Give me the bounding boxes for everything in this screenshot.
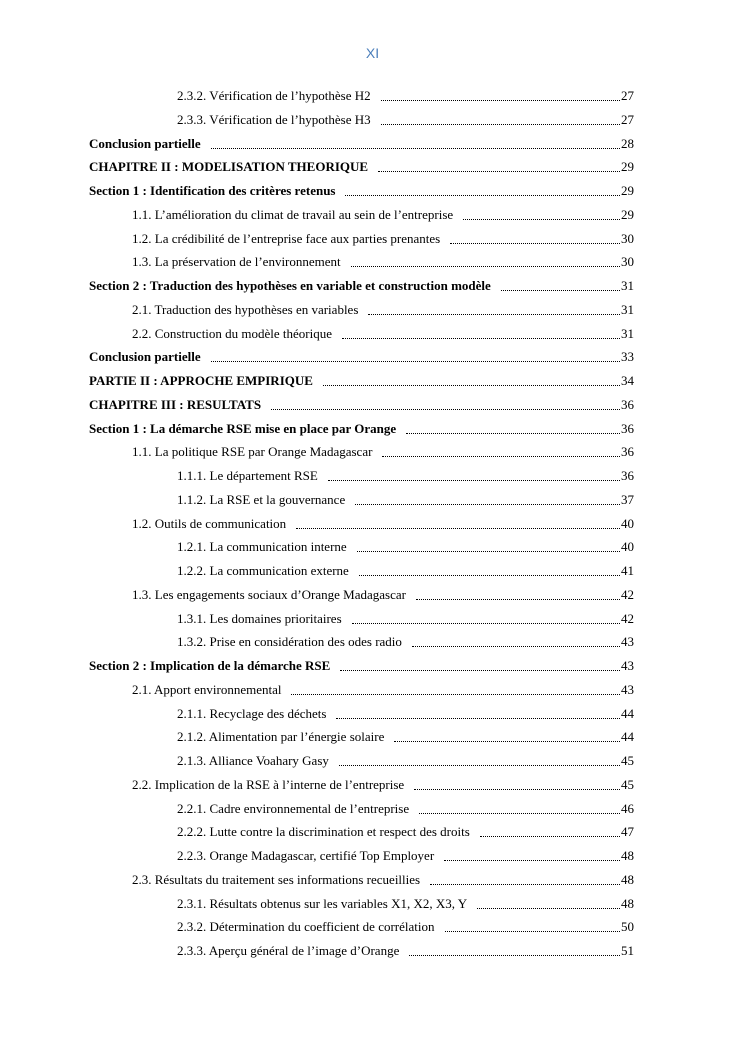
toc-entry-label: Section 1 : Identification des critères retenus xyxy=(89,183,336,198)
toc-dot-leader xyxy=(381,114,620,125)
toc-dot-leader xyxy=(342,328,620,339)
toc-entry-page: 33 xyxy=(621,349,634,365)
toc-entry-label: 2.3.3. Aperçu général de l’image d’Orange xyxy=(177,943,400,958)
toc-dot-leader xyxy=(382,446,620,457)
toc-entry-page: 50 xyxy=(621,919,634,935)
toc-entry-label: Conclusion partielle xyxy=(89,349,201,365)
toc-dot-leader xyxy=(480,826,620,837)
toc-entry[interactable] xyxy=(177,702,634,722)
toc-entry-label: Section 2 : Traduction des hypothèses en variable et construction modèle xyxy=(89,278,491,293)
toc-entry-page: 29 xyxy=(621,183,634,198)
toc-entry-page: 28 xyxy=(621,135,634,151)
toc-dot-leader xyxy=(291,684,620,695)
toc-entry-page: 48 xyxy=(621,871,634,887)
toc-entry[interactable] xyxy=(177,844,634,864)
toc-entry-page: 42 xyxy=(621,610,634,626)
toc-entry[interactable] xyxy=(177,488,634,508)
toc-entry-page: 47 xyxy=(621,824,634,840)
toc-entry-page: 45 xyxy=(621,753,634,768)
toc-dot-leader xyxy=(445,921,621,932)
toc-entry[interactable] xyxy=(89,393,634,413)
toc-entry[interactable] xyxy=(132,298,634,318)
toc-entry[interactable] xyxy=(177,464,634,484)
toc-entry-page: 48 xyxy=(621,848,634,863)
toc-entry-label: 2.2.1. Cadre environnemental de l’entreprise xyxy=(177,800,410,816)
toc-entry-page: 40 xyxy=(621,515,634,531)
toc-entry[interactable] xyxy=(177,725,634,745)
toc-dot-leader xyxy=(355,494,620,505)
toc-entry-page: 27 xyxy=(621,88,634,103)
toc-entry-label: 2.3.2. Détermination du coefficient de corrélation xyxy=(177,919,435,935)
toc-entry[interactable] xyxy=(132,773,634,793)
toc-entry[interactable] xyxy=(177,535,634,555)
toc-entry[interactable] xyxy=(132,512,634,532)
toc-dot-leader xyxy=(328,470,620,481)
toc-entry-label: 1.3.2. Prise en considération des odes radio xyxy=(177,634,402,650)
toc-entry-page: 31 xyxy=(621,325,634,341)
toc-dot-leader xyxy=(414,779,620,790)
toc-entry-page: 46 xyxy=(621,800,634,816)
toc-entry-page: 43 xyxy=(621,658,634,673)
toc-dot-leader xyxy=(406,423,620,434)
toc-entry-label: 2.2. Construction du modèle théorique xyxy=(132,325,333,341)
toc-entry-page: 36 xyxy=(621,468,634,483)
toc-dot-leader xyxy=(211,351,620,362)
toc-entry-page: 43 xyxy=(621,681,634,697)
toc-entry-page: 48 xyxy=(621,895,634,911)
toc-entry-page: 34 xyxy=(621,373,634,388)
toc-dot-leader xyxy=(477,898,620,909)
toc-entry-page: 36 xyxy=(621,396,634,412)
toc-entry-page: 27 xyxy=(621,111,634,127)
toc-entry-label: 2.1. Traduction des hypothèses en variables xyxy=(132,301,359,317)
toc-entry-page: 44 xyxy=(621,705,634,721)
toc-dot-leader xyxy=(409,945,620,956)
toc-entry-label: 1.2. Outils de communication xyxy=(132,515,287,531)
toc-entry-page: 45 xyxy=(621,776,634,792)
toc-entry[interactable] xyxy=(177,559,634,579)
toc-entry-label: 1.2.2. La communication externe xyxy=(177,563,349,578)
toc-entry-label: 1.3. La préservation de l’environnement xyxy=(132,254,341,270)
toc-entry[interactable] xyxy=(177,108,634,128)
toc-entry[interactable] xyxy=(132,868,634,888)
toc-dot-leader xyxy=(430,874,620,885)
toc-entry-page: 29 xyxy=(621,159,634,175)
toc-entry[interactable] xyxy=(132,678,634,698)
toc-dot-leader xyxy=(211,138,620,149)
toc-dot-leader xyxy=(339,755,620,766)
toc-dot-leader xyxy=(336,708,620,719)
toc-entry-page: 40 xyxy=(621,539,634,555)
toc-dot-leader xyxy=(416,589,620,600)
toc-entry-page: 30 xyxy=(621,230,634,246)
toc-entry[interactable] xyxy=(89,179,634,199)
toc-entry-page: 36 xyxy=(621,444,634,460)
toc-entry[interactable] xyxy=(89,274,634,294)
toc-entry[interactable] xyxy=(89,155,634,175)
toc-entry-label: 2.3. Résultats du traitement ses informations recueillies xyxy=(132,871,421,887)
toc-dot-leader xyxy=(412,636,620,647)
toc-entry[interactable] xyxy=(89,345,634,365)
toc-entry-page: 31 xyxy=(621,301,634,317)
toc-entry-label: 2.2. Implication de la RSE à l’interne de l’entreprise xyxy=(132,776,405,792)
toc-dot-leader xyxy=(345,185,620,196)
toc-entry[interactable] xyxy=(177,630,634,650)
toc-entry[interactable] xyxy=(132,440,634,460)
toc-entry[interactable] xyxy=(89,369,634,389)
toc-entry[interactable] xyxy=(132,583,634,603)
toc-entry-label: 2.3.1. Résultats obtenus sur les variables X1, X2, X3, Y xyxy=(177,895,468,911)
toc-entry-label: CHAPITRE III : RESULTATS xyxy=(89,396,262,412)
toc-dot-leader xyxy=(394,731,620,742)
toc-entry-page: 41 xyxy=(621,563,634,578)
toc-entry[interactable] xyxy=(177,915,634,935)
toc-entry-label: Section 1 : La démarche RSE mise en place par Orange xyxy=(89,420,397,436)
toc-entry[interactable] xyxy=(177,797,634,817)
toc-entry-page: 37 xyxy=(621,491,634,507)
toc-entry-label: 2.2.3. Orange Madagascar, certifié Top Employer xyxy=(177,848,435,863)
toc-entry-label: 2.2.2. Lutte contre la discrimination et respect des droits xyxy=(177,824,470,840)
toc-entry-page: 30 xyxy=(621,254,634,270)
toc-dot-leader xyxy=(323,375,620,386)
toc-entry-label: 1.1.2. La RSE et la gouvernance xyxy=(177,491,346,507)
toc-entry-label: 1.3. Les engagements sociaux d’Orange Madagascar xyxy=(132,586,406,602)
toc-entry[interactable] xyxy=(89,132,634,152)
toc-dot-leader xyxy=(357,541,620,552)
toc-entry-page: 51 xyxy=(621,943,634,958)
toc-dot-leader xyxy=(378,161,620,172)
toc-entry-label: 2.1.1. Recyclage des déchets xyxy=(177,705,327,721)
toc-dot-leader xyxy=(419,803,620,814)
toc-entry-label: 2.3.3. Vérification de l’hypothèse H3 xyxy=(177,111,371,127)
toc-dot-leader xyxy=(351,256,620,267)
toc-entry[interactable] xyxy=(132,250,634,270)
toc-entry[interactable] xyxy=(89,654,634,674)
toc-entry[interactable] xyxy=(132,322,634,342)
toc-dot-leader xyxy=(368,304,620,315)
toc-dot-leader xyxy=(352,613,620,624)
toc-entry-label: 2.3.2. Vérification de l’hypothèse H2 xyxy=(177,88,371,103)
toc-entry[interactable] xyxy=(177,939,634,959)
toc-dot-leader xyxy=(463,209,620,220)
toc-dot-leader xyxy=(340,660,620,671)
toc-entry[interactable] xyxy=(177,892,634,912)
toc-entry-label: 2.1.3. Alliance Voahary Gasy xyxy=(177,753,329,768)
toc-dot-leader xyxy=(444,850,620,861)
toc-dot-leader xyxy=(501,280,620,291)
toc-entry-label: 1.1. La politique RSE par Orange Madagascar xyxy=(132,444,373,460)
toc-entry[interactable] xyxy=(177,607,634,627)
toc-entry-page: 36 xyxy=(621,420,634,436)
toc-entry-label: Conclusion partielle xyxy=(89,135,201,151)
toc-entry-label: 2.1. Apport environnemental xyxy=(132,681,282,697)
toc-dot-leader xyxy=(271,399,620,410)
toc-entry-label: Section 2 : Implication de la démarche RSE xyxy=(89,658,331,673)
toc-dot-leader xyxy=(296,518,620,529)
toc-entry-page: 42 xyxy=(621,586,634,602)
toc-dot-leader xyxy=(359,565,620,576)
toc-entry-label: 2.1.2. Alimentation par l’énergie solaire xyxy=(177,729,385,745)
toc-entry-label: CHAPITRE II : MODELISATION THEORIQUE xyxy=(89,159,369,175)
toc-entry[interactable] xyxy=(89,417,634,437)
toc-entry-page: 43 xyxy=(621,634,634,650)
toc-entry[interactable] xyxy=(177,820,634,840)
toc-entry-label: 1.1. L’amélioration du climat de travail au sein de l’entreprise xyxy=(132,206,454,222)
toc-dot-leader xyxy=(450,233,620,244)
toc-entry-label: 1.2. La crédibilité de l’entreprise face aux parties prenantes xyxy=(132,230,441,246)
toc-dot-leader xyxy=(381,90,620,101)
toc-entry[interactable] xyxy=(132,203,634,223)
page-number: XI xyxy=(365,45,380,61)
toc-entry-label: 1.2.1. La communication interne xyxy=(177,539,347,555)
toc-entry-page: 44 xyxy=(621,729,634,745)
toc-entry[interactable] xyxy=(177,749,634,769)
toc-entry[interactable] xyxy=(132,227,634,247)
toc-entry[interactable] xyxy=(177,84,634,104)
toc-entry-label: PARTIE II : APPROCHE EMPIRIQUE xyxy=(89,373,313,388)
toc-entry-page: 31 xyxy=(621,278,634,293)
toc-entry-page: 29 xyxy=(621,206,634,222)
toc-entry-label: 1.3.1. Les domaines prioritaires xyxy=(177,610,342,626)
toc-entry-label: 1.1.1. Le département RSE xyxy=(177,468,318,483)
